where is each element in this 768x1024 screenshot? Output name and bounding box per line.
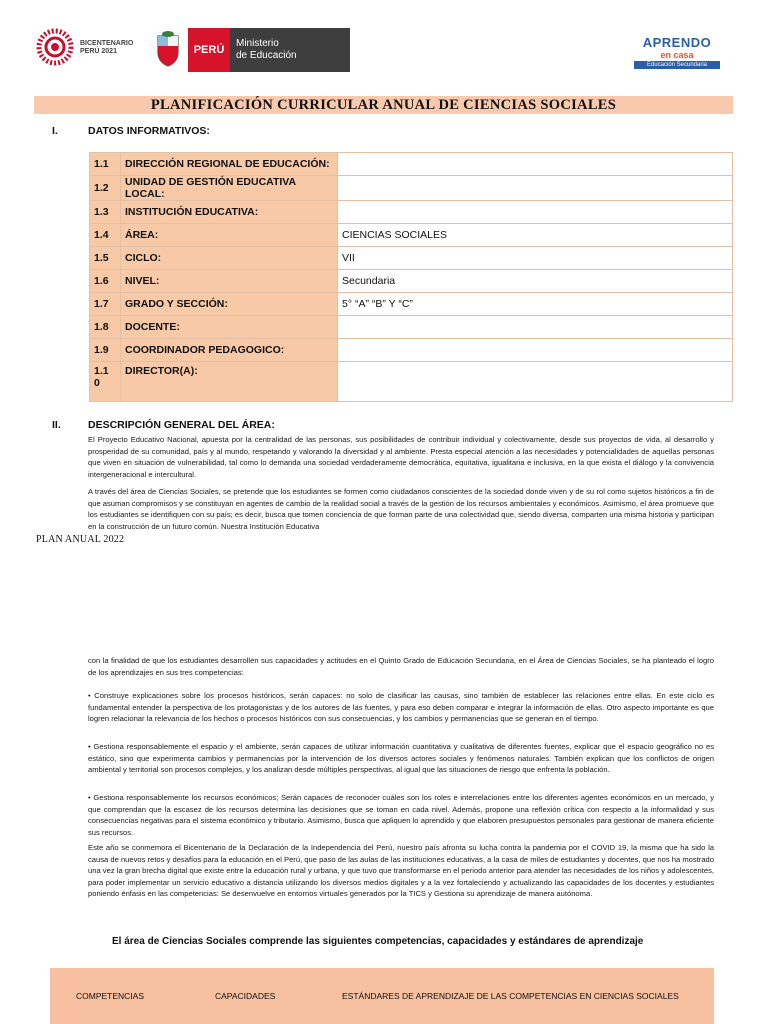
datos-row — [90, 316, 733, 339]
ministry-label: Ministerio de Educación — [230, 28, 350, 72]
section-2-number: II. — [52, 419, 61, 431]
row-number: 1.6 — [90, 270, 121, 293]
aprendo-label: APRENDO — [642, 35, 712, 50]
bicentenario-seal-icon — [36, 28, 74, 66]
document-title: PLANIFICACIÓN CURRICULAR ANUAL DE CIENCIAS SOCIALES — [34, 96, 733, 114]
datos-row — [90, 201, 733, 224]
paragraph-proyecto-educativo: El Proyecto Educativo Nacional, apuesta por la centralidad de las personas, sus posibilidades de contribuir individual y colectivamente, desde sus proyectos de vida, al desarrollo y prosperidad de su comunidad, país y al mundo, respetando y valorando la diversidad y al ambiente. Presta especial atención a las necesidades y potencialidades de aquellas personas que viven en situación de vulnerabilidad, tal como lo demanda una sociedad verdaderamente democrática, equitativa, igualitaria e inclusiva, en la que exista el diálogo y la convivencia intergeneracional e intercultural. — [88, 435, 714, 479]
row-label: DOCENTE: — [121, 316, 338, 339]
row-label: DIRECCIÓN REGIONAL DE EDUCACIÓN: — [121, 153, 338, 176]
bullet-espacio-ambiente: • Gestiona responsablemente el espacio y el ambiente, serán capaces de utilizar información cuantitativa y cualitativa de diferentes fuentes, explicar que el espacio geográfico no es estático, sino que experimenta cambios y permanencias por la intervención de los diversos actores sociales y fenómenos naturales. También explican que los conflictos de origen ambiental y territorial son procesos complejos, y los analizan desde múltiples perspectivas, al igual que las situaciones de riesgo que enfrenta la población. — [88, 742, 714, 775]
row-value — [338, 362, 733, 402]
row-number: 1.1 0 — [90, 362, 121, 402]
row-label: INSTITUCIÓN EDUCATIVA: — [121, 201, 338, 224]
row-value — [338, 176, 733, 201]
en-casa-label: en casa — [660, 50, 694, 60]
section-2-title: DESCRIPCIÓN GENERAL DEL ÁREA: — [88, 419, 275, 431]
bullet-procesos-historicos: • Construye explicaciones sobre los procesos históricos, serán capaces: no solo de clasificar las causas, sino también de establecer las relaciones entre ellas. En este ciclo es fundamental entender la perspectiva de los protagonistas y de los autores de las fuentes, y para eso deben comparar e integrar la información de ellas. Otro aspecto importante es que logren relacionar la relevancia de los hechos o procesos históricos con sus consecuencias, y los cambios y permanencias que se generan en el tiempo. — [88, 691, 714, 724]
row-label: COORDINADOR PEDAGOGICO: — [121, 339, 338, 362]
peru-label: PERÚ — [188, 28, 230, 72]
row-label: GRADO Y SECCIÓN: — [121, 293, 338, 316]
row-value: CIENCIAS SOCIALES — [338, 224, 733, 247]
aprendo-en-casa-logo — [634, 36, 720, 70]
datos-informativos-table — [89, 152, 733, 402]
section-1-title: DATOS INFORMATIVOS: — [88, 125, 210, 137]
row-label: DIRECTOR(A): — [121, 362, 338, 402]
row-number: 1.2 — [90, 176, 121, 201]
row-number: 1.1 — [90, 153, 121, 176]
datos-row — [90, 224, 733, 247]
competencias-table-header — [50, 968, 714, 1024]
secundaria-label: Educación Secundaria — [634, 61, 720, 69]
row-value — [338, 201, 733, 224]
bicentenario-text: BICENTENARIO PERÚ 2021 — [80, 40, 134, 55]
header-competencias: COMPETENCIAS — [76, 991, 145, 1001]
header-estandares: ESTÁNDARES DE APRENDIZAJE DE LAS COMPETENCIAS EN CIENCIAS SOCIALES — [342, 991, 679, 1001]
row-value — [338, 153, 733, 176]
row-label: ÁREA: — [121, 224, 338, 247]
row-number: 1.9 — [90, 339, 121, 362]
datos-row — [90, 270, 733, 293]
row-number: 1.8 — [90, 316, 121, 339]
datos-row — [90, 176, 733, 201]
paragraph-area-ciencias: A través del área de Ciencias Sociales, se pretende que los estudiantes se formen como ciudadanos conscientes de la sociedad donde viven y de su rol como sujetos históricos a fin de que asuman compromisos y se constituyan en agentes de cambio de la realidad social a través de la gestión de los recursos ambientales y económicos. Asimismo, el área promueve que los estudiantes se identifiquen con su país; es decir, busca que tomen conciencia de que forman parte de una colectividad que, siendo diversa, comparten una misma historia y participan en la construcción de un futuro común. Nuestra Institución Educativa — [88, 487, 715, 531]
header-capacidades: CAPACIDADES — [215, 991, 276, 1001]
datos-row — [90, 153, 733, 176]
bicentenario-logo — [36, 28, 136, 72]
row-value: VII — [338, 247, 733, 270]
row-value: 5° “A” “B” Y “C” — [338, 293, 733, 316]
row-label: CICLO: — [121, 247, 338, 270]
minedu-logo — [152, 28, 350, 72]
row-number: 1.7 — [90, 293, 121, 316]
section-1-number: I. — [52, 125, 58, 137]
datos-row — [90, 247, 733, 270]
bullet-recursos-economicos: • Gestiona responsablemente los recursos económicos; Serán capaces de reconocer cuáles son los roles e interrelaciones entre los diferentes agentes económicos en un mercado, y que comprendan que la escasez de los recursos determina las decisiones que se toman en cada nivel. Además, propone una reflexión crítica con respecto a la informalidad y sus consecuencias negativas para el sistema económico y tributario. Asimismo, busca que apliquen lo aprendido y que elaboren presupuestos personales para gestionar de manera eficiente sus recursos. — [88, 793, 714, 837]
row-number: 1.3 — [90, 201, 121, 224]
page-footer-plan-anual: PLAN ANUAL 2022 — [36, 534, 125, 545]
coat-of-arms-icon — [154, 30, 182, 68]
datos-row — [90, 339, 733, 362]
row-number: 1.5 — [90, 247, 121, 270]
competencias-intro: El área de Ciencias Sociales comprende las siguientes competencias, capacidades y estándares de aprendizaje — [112, 936, 644, 947]
row-label: NIVEL: — [121, 270, 338, 293]
row-value — [338, 316, 733, 339]
datos-row — [90, 293, 733, 316]
datos-row — [90, 362, 733, 402]
paragraph-finalidad: con la finalidad de que los estudiantes desarrollen sus capacidades y actitudes en el Quinto Grado de Educación Secundaria, en el Área de Ciencias Sociales, se ha planteado el logro de los aprendizajes en sus tres competencias: — [88, 656, 714, 677]
paragraph-bicentenario: Este año se conmemora el Bicentenario de la Declaración de la Independencia del Perú, nuestro país afronta su lucha contra la pandemia por el COVID 19, la misma que ha sido la causa de nuevos retos y desafíos para la educación en el Perú, que paso de las aulas de las instituciones educativas, a la casa de miles de estudiantes y docentes, que nos ha mostrado una vez la gran brecha digital que existe entre la educación rural y urbana, y que tuvo que transformarse en el periodo anterior para atender las necesidades de los niños y adolescentes, para poder implementar un servicio educativo a distancia utilizando los diversos medios digitales y a la vez fortaleciendo y actualizando las capacidades de los docentes y estudiantes poniendo énfasis en las competencias: Se desenvuelve en entornos virtuales generados por la TICS y Gestiona su aprendizaje de manera autónoma. — [88, 843, 714, 899]
row-number: 1.4 — [90, 224, 121, 247]
row-value: Secundaria — [338, 270, 733, 293]
row-label: UNIDAD DE GESTIÓN EDUCATIVA LOCAL: — [121, 176, 338, 201]
row-value — [338, 339, 733, 362]
